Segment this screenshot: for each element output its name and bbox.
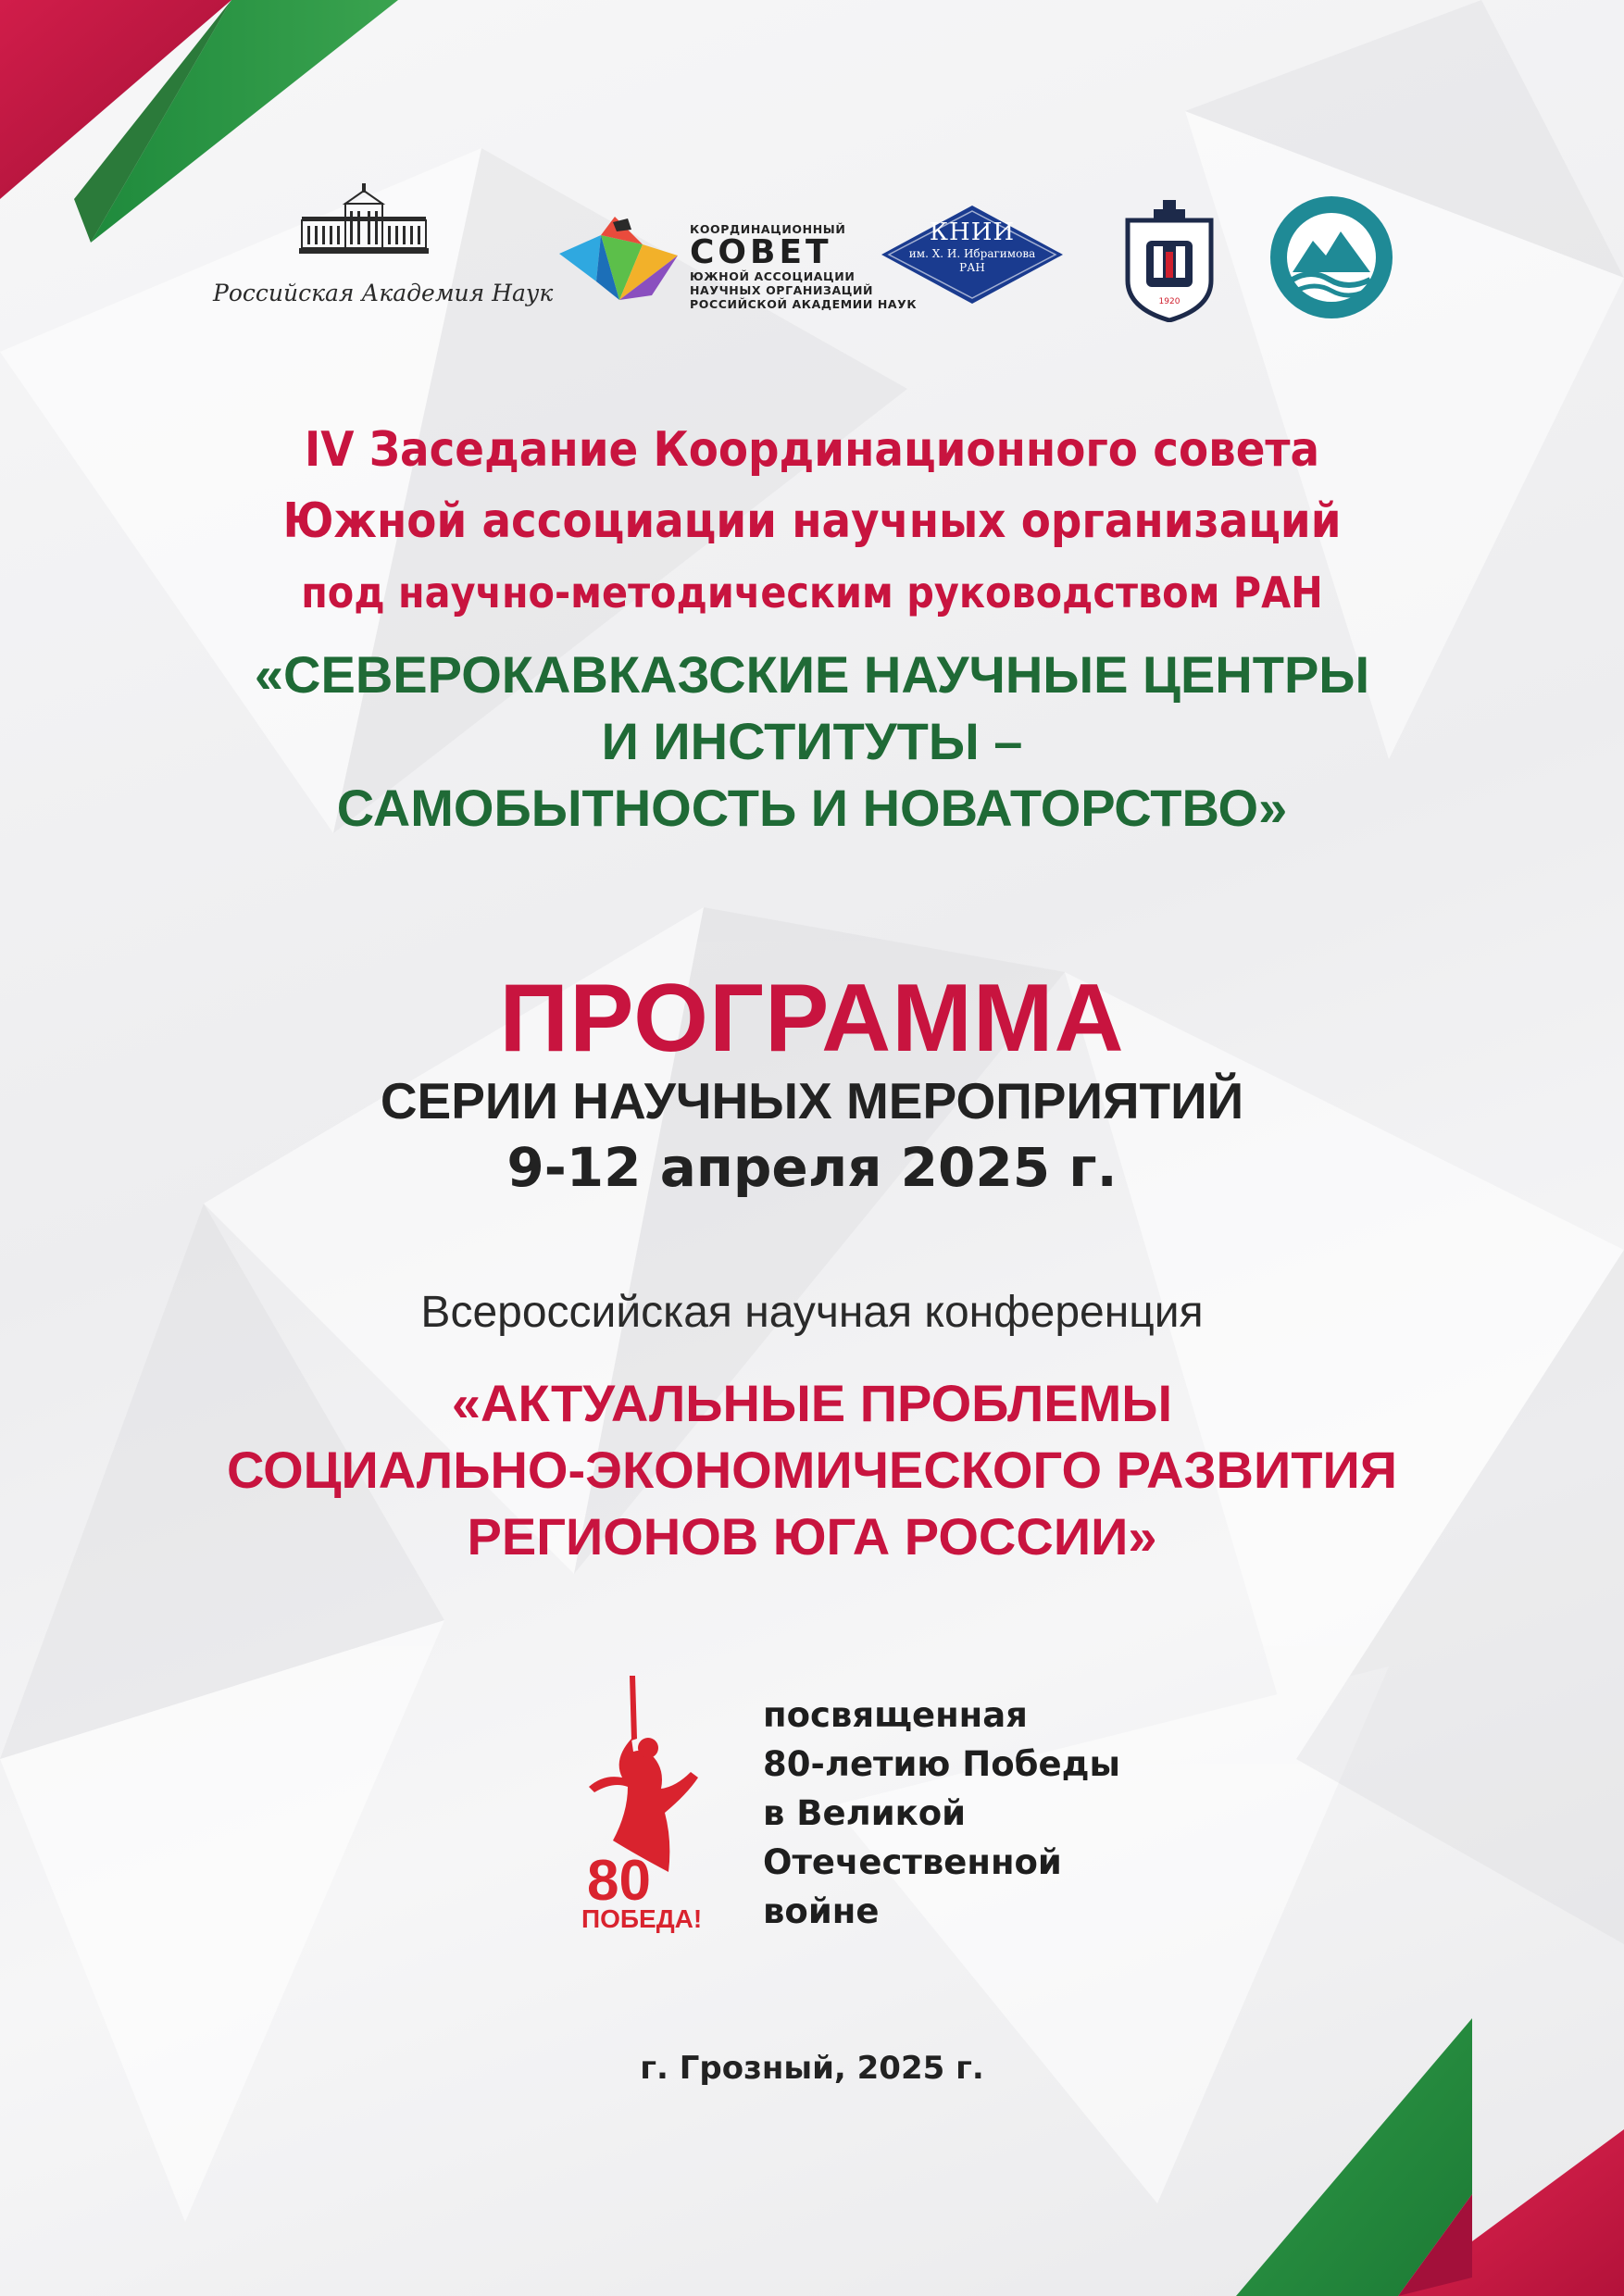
victory-emblem-number: 80 <box>587 1849 651 1913</box>
dedication-line-3: в Великой <box>763 1793 967 1833</box>
north-caucasus-heading <box>0 642 1624 842</box>
council-logo-big: СОВЕТ <box>690 233 832 271</box>
ras-caption: Российская Академия Наук <box>213 280 554 306</box>
north-line-1: «СЕВЕРОКАВКАЗСКИЕ НАУЧНЫЕ ЦЕНТРЫ <box>254 645 1370 704</box>
council-logo-line-3: НАУЧНЫХ ОРГАНИЗАЦИЙ <box>690 283 874 297</box>
council-heading <box>0 415 1624 629</box>
knii-subtitle: им. Х. И. Ибрагимова <box>908 247 1036 260</box>
council-line-3: под научно-методическим руководством РАН <box>301 568 1323 618</box>
victory-80-emblem-icon <box>576 1674 706 1933</box>
dedication-line-2: 80-летию Победы <box>763 1744 1120 1784</box>
council-emblem-icon <box>559 217 680 305</box>
footer-place-year: г. Грозный, 2025 г. <box>640 2050 984 2087</box>
conference-type: Всероссийская научная конференция <box>420 1288 1204 1337</box>
program-series: СЕРИИ НАУЧНЫХ МЕРОПРИЯТИЙ <box>380 1072 1244 1129</box>
council-line-1: IV Заседание Координационного совета <box>304 422 1320 478</box>
dedication-line-4: Отечественной <box>763 1842 1062 1882</box>
council-line-2: Южной ассоциации научных организаций <box>282 493 1342 549</box>
university-shield-icon <box>1118 193 1220 322</box>
university-year: 1920 <box>1158 297 1181 306</box>
program-title: ПРОГРАММА <box>499 965 1125 1072</box>
ras-building-icon <box>294 183 433 276</box>
council-logo-line-1: КООРДИНАЦИОННЫЙ <box>690 222 846 236</box>
topic-line-2: СОЦИАЛЬНО-ЭКОНОМИЧЕСКОГО РАЗВИТИЯ <box>227 1441 1397 1499</box>
dedication-line-1: посвященная <box>763 1695 1028 1735</box>
knii-logo-text <box>881 218 1063 274</box>
council-logo-text <box>690 222 918 311</box>
topic-line-3: РЕГИОНОВ ЮГА РОССИИ» <box>467 1507 1157 1566</box>
topic-line-1: «АКТУАЛЬНЫЕ ПРОБЛЕМЫ <box>451 1374 1173 1432</box>
council-logo-line-2: ЮЖНОЙ АССОЦИАЦИИ <box>690 269 856 283</box>
knii-title: КНИИ <box>929 218 1016 246</box>
knii-ras: РАН <box>959 261 985 274</box>
north-line-3: САМОБЫТНОСТЬ И НОВАТОРСТВО» <box>336 779 1288 837</box>
north-line-2: И ИНСТИТУТЫ – <box>601 712 1023 770</box>
dedication-text <box>763 1691 1120 1936</box>
program-dates: 9-12 апреля 2025 г. <box>506 1136 1118 1199</box>
victory-emblem-word: ПОБЕДА! <box>581 1904 703 1933</box>
southern-center-round-icon <box>1268 194 1394 320</box>
council-logo-line-4: РОССИЙСКОЙ АКАДЕМИИ НАУК <box>690 297 918 311</box>
conference-topic <box>0 1370 1624 1570</box>
dedication-line-5: войне <box>763 1891 880 1931</box>
